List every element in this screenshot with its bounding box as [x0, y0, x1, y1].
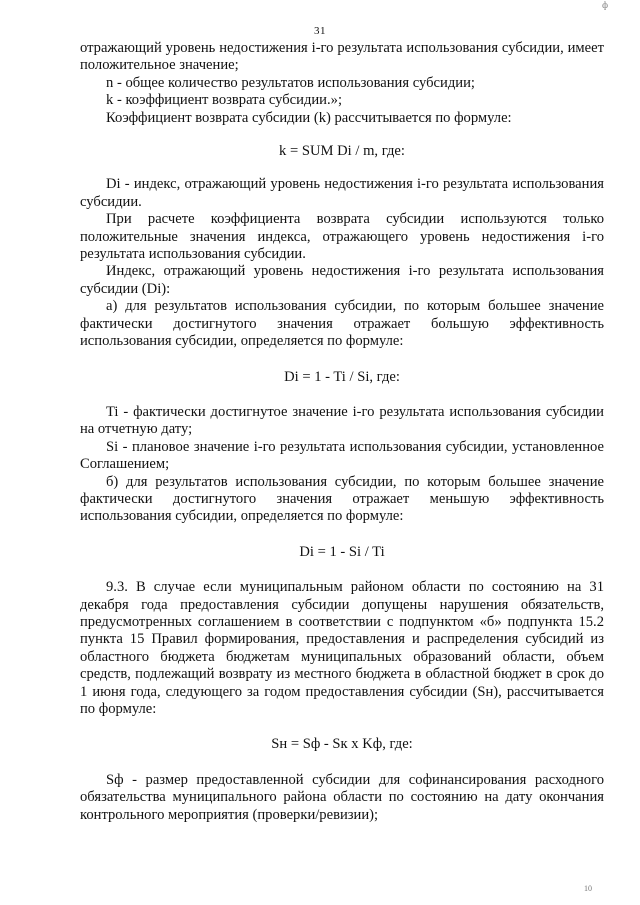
paragraph-continuation: отражающий уровень недостижения i-го результата использования субсидии, имеет положительное значение;	[80, 40, 604, 74]
page-number: 31	[314, 25, 326, 37]
paragraph-n-definition: n - общее количество результатов использования субсидии;	[106, 74, 475, 91]
formula-di-a: Di = 1 - Ti / Si, где:	[284, 368, 400, 385]
bottom-mark: 10	[584, 884, 592, 893]
formula-k: k = SUM Di / m, где:	[279, 143, 405, 160]
formula-di-b: Di = 1 - Si / Ti	[299, 543, 385, 560]
paragraph-section-9-3: 9.3. В случае если муниципальным районом области по состоянию на 31 декабря года предоставления субсидии допущены нарушения обязательств, предусмотренных соглашением в соответствии с подпунктом «б» подпункта 15.2 пункта 15 Правил формирования, предоставления и распределения субсидий из областного бюджета бюджетам муниципальных образований области, объем средств, подлежащий возврату из местного бюджета в областной бюджет в срок до 1 июня года, следующего за годом предоставления субсидии (Sн), рассчитывается по формуле:	[80, 579, 604, 717]
paragraph-case-b: б) для результатов использования субсидии, по которым большее значение фактически достигнутого значения отражает меньшую эффективность использования субсидии, определяется по формуле:	[80, 473, 604, 525]
paragraph-k-definition: k - коэффициент возврата субсидии.»;	[106, 92, 342, 109]
paragraph-positive-values: При расчете коэффициента возврата субсидии используются только положительные значения индекса, отражающего уровень недостижения i-го результата использования субсидии.	[80, 211, 604, 263]
paragraph-sf-definition: Sф - размер предоставленной субсидии для софинансирования расходного обязательства муниципального района области по состоянию на дату окончания контрольного мероприятия (проверки/ревизии);	[80, 771, 604, 823]
paragraph-ti-definition: Ti - фактически достигнутое значение i-го результата использования субсидии на отчетную дату;	[80, 403, 604, 438]
paragraph-case-a: а) для результатов использования субсидии, по которым большее значение фактически достигнутого значения отражает большую эффективность использования субсидии, определяется по формуле:	[80, 298, 604, 350]
formula-sn: Sн = Sф - Sк x Kф, где:	[271, 736, 413, 753]
paragraph-si-definition: Si - плановое значение i-го результата использования субсидии, установленное Соглашением;	[80, 438, 604, 473]
paragraph-di-intro: Индекс, отражающий уровень недостижения i-го результата использования субсидии (Di):	[80, 263, 604, 297]
paragraph-k-intro: Коэффициент возврата субсидии (k) рассчитывается по формуле:	[106, 109, 512, 126]
corner-mark: ф	[602, 0, 608, 10]
document-body	[80, 40, 604, 824]
paragraph-di-definition: Di - индекс, отражающий уровень недостижения i-го результата использования субсидии.	[80, 176, 604, 210]
